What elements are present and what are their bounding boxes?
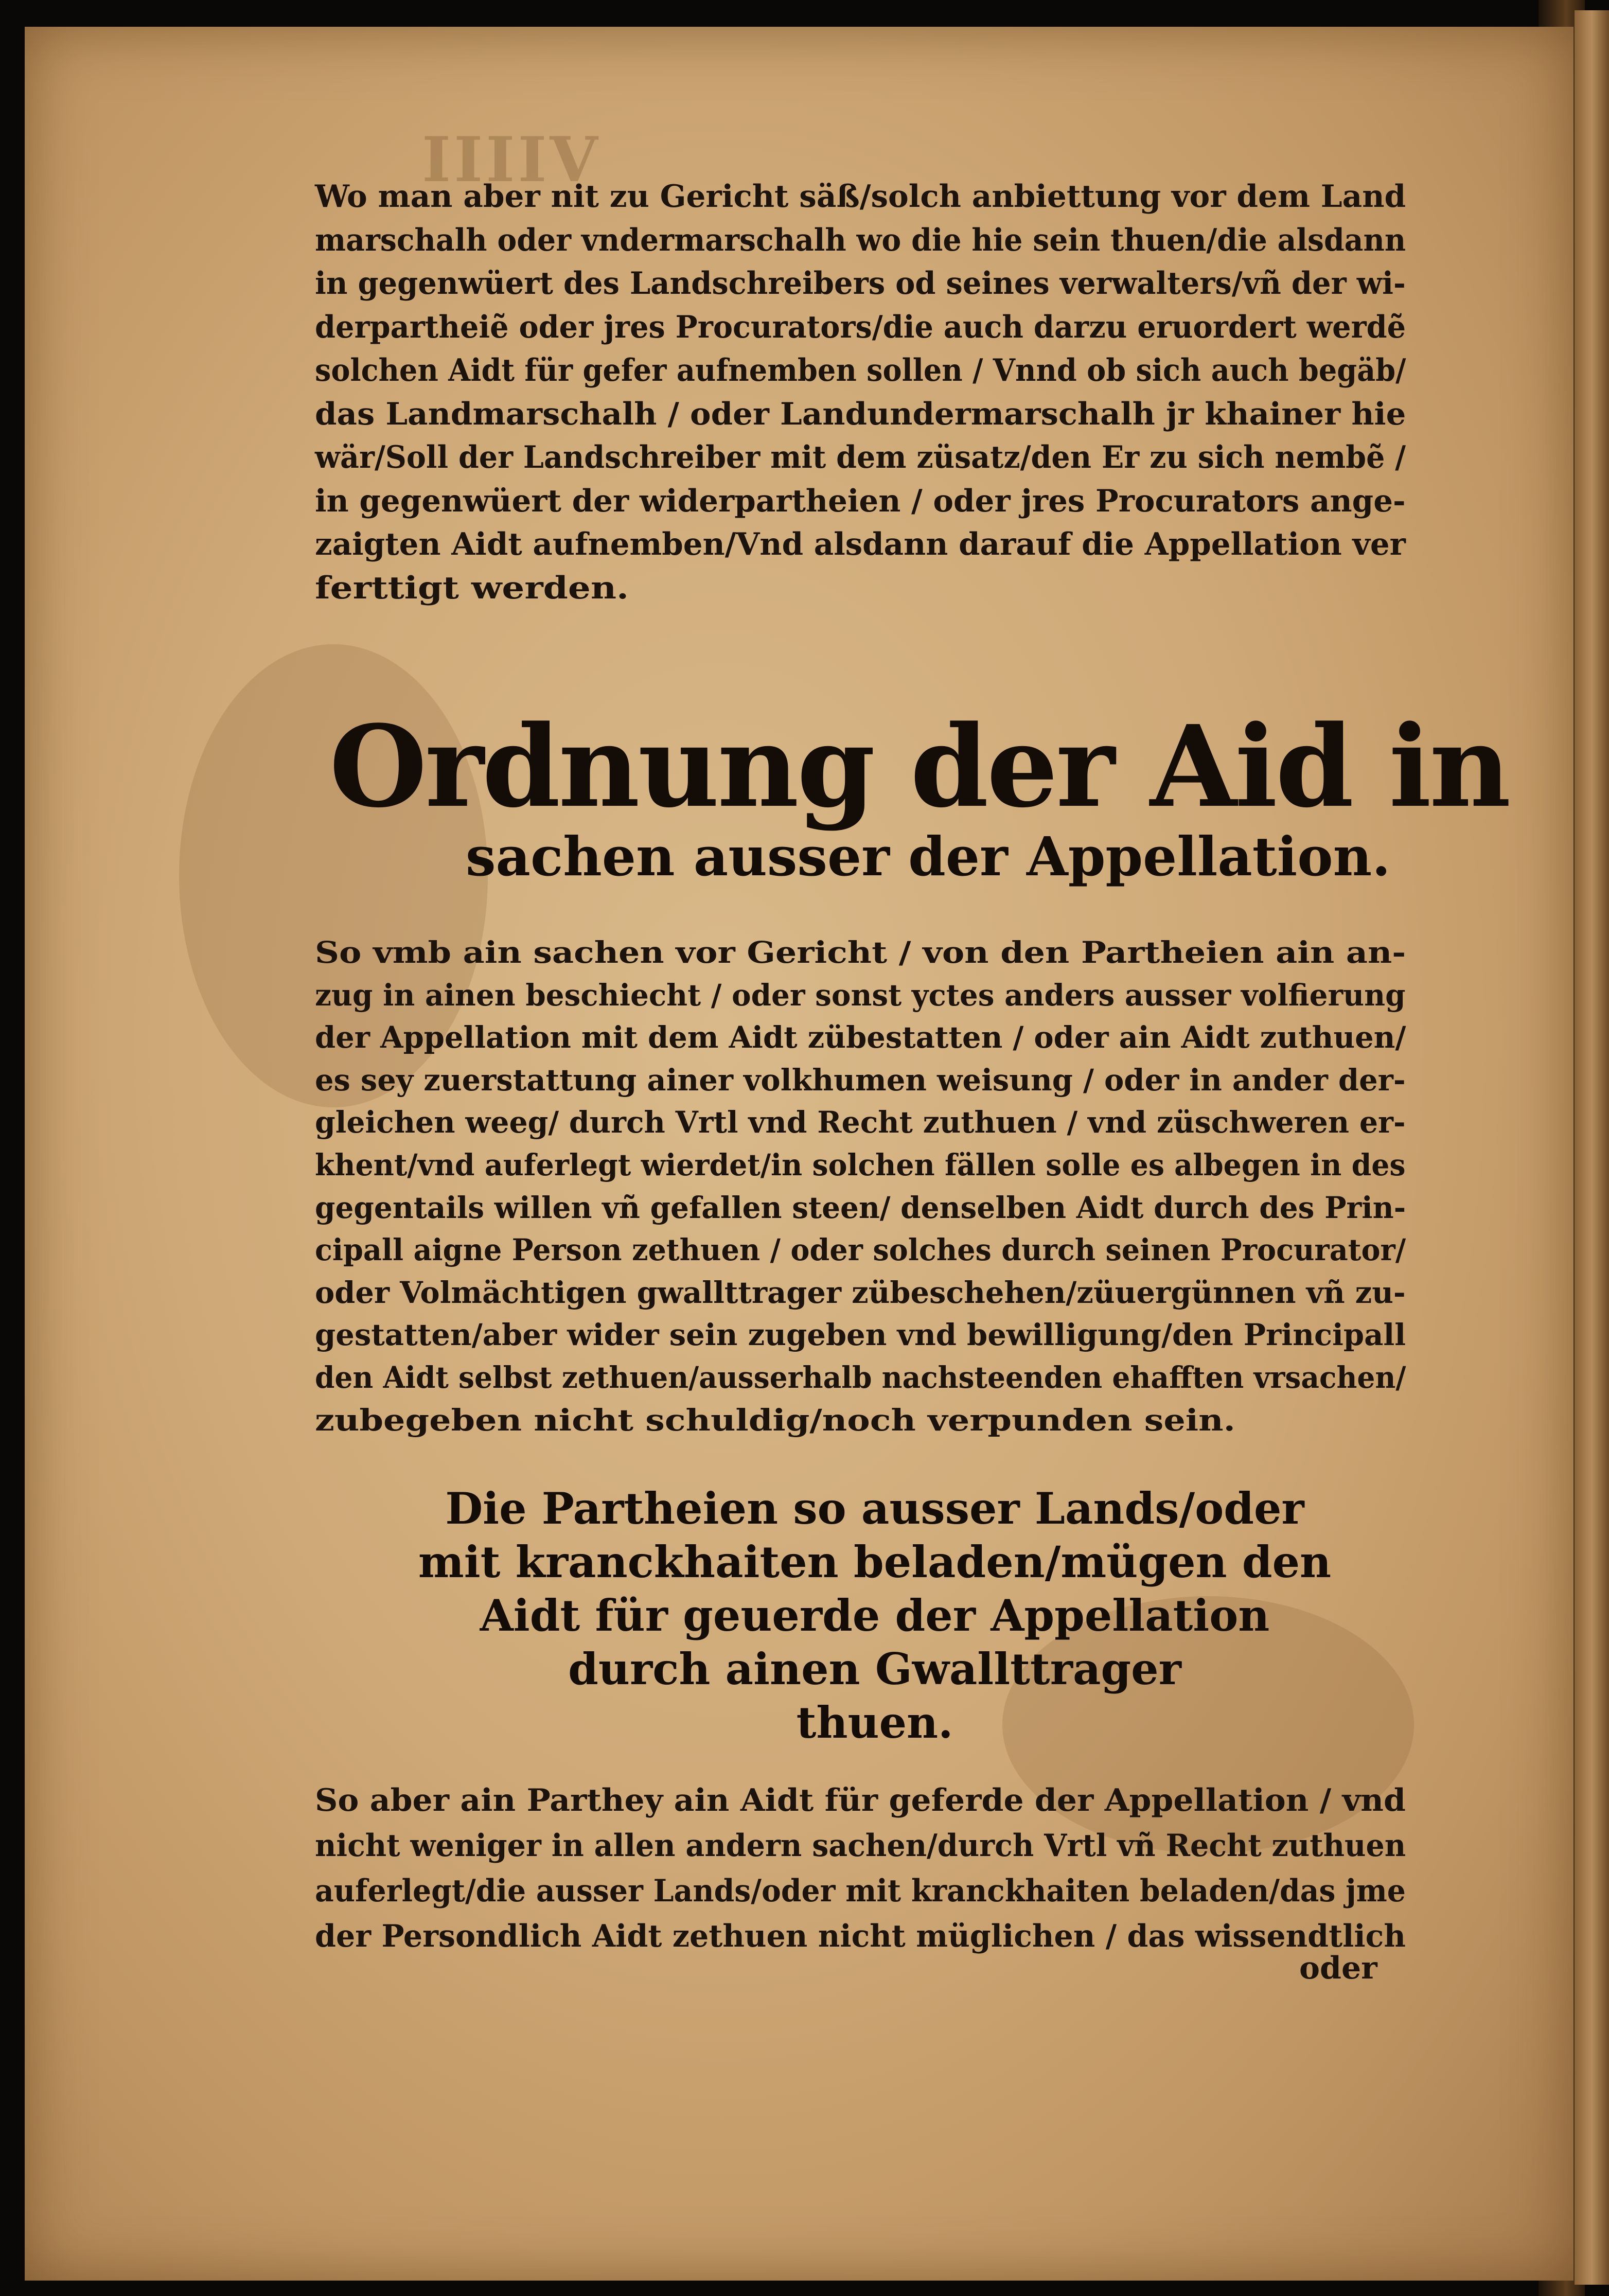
paragraph-3 bbox=[315, 1778, 1406, 1959]
text-line: den Aidt selbst zethuen/ausserhalb nachsteenden ehafften vrsachen/ bbox=[315, 1359, 1406, 1395]
text-line: das Landmarschalh / oder Landundermarschalh jr khainer hie bbox=[315, 396, 1406, 432]
text-line: gleichen weeg/ durch Vrtl vnd Recht zuthuen / vnd züschweren er- bbox=[315, 1105, 1406, 1140]
text-line: marschalh oder vndermarschalh wo die hie sein thuen/die alsdann bbox=[315, 222, 1406, 258]
text-line: zaigten Aidt aufnemben/Vnd alsdann darauf die Appellation ver bbox=[315, 526, 1406, 562]
text-line: wär/Soll der Landschreiber mit dem züsatz/den Er zu sich nembẽ / bbox=[315, 439, 1406, 475]
rubric-heading bbox=[391, 1482, 1358, 1750]
text-line: So vmb ain sachen vor Gericht / von den Partheien ain an- bbox=[315, 935, 1406, 970]
text-line: solchen Aidt für gefer aufnemben sollen / Vnnd ob sich auch begäb/ bbox=[315, 352, 1406, 388]
text-line: zug in ainen beschiecht / oder sonst yctes anders ausser volfierung bbox=[315, 977, 1406, 1013]
section-subheading: sachen ausser der Appellation. bbox=[466, 825, 1391, 888]
text-line: Wo man aber nit zu Gericht säß/solch anbiettung vor dem Land bbox=[315, 179, 1406, 215]
text-line: oder Volmächtigen gwallttrager zübeschehen/züuergünnen vñ zu- bbox=[315, 1275, 1406, 1310]
paragraph-1 bbox=[315, 175, 1406, 610]
text-line: So aber ain Parthey ain Aidt für geferde der Appellation / vnd bbox=[315, 1782, 1406, 1818]
text-line: der Appellation mit dem Aidt zübestatten / oder ain Aidt zuthuen/ bbox=[315, 1020, 1406, 1055]
catchword: oder bbox=[1299, 1950, 1377, 1986]
text-line: zubegeben nicht schuldig/noch verpunden sein. bbox=[315, 1402, 1235, 1438]
heading-line: thuen. bbox=[796, 1697, 953, 1748]
paragraph-2 bbox=[315, 931, 1406, 1441]
text-line: cipall aigne Person zethuen / oder solches durch seinen Procurator/ bbox=[315, 1232, 1406, 1268]
section-heading: Ordnung der Aid in bbox=[329, 701, 1509, 833]
text-line: nicht weniger in allen andern sachen/durch Vrtl vñ Recht zuthuen bbox=[315, 1828, 1406, 1864]
text-line: in gegenwüert der widerpartheien / oder jres Procurators ange- bbox=[315, 483, 1406, 519]
text-line: der Persondlich Aidt zethuen nicht müglichen / das wissendtlich bbox=[315, 1918, 1406, 1954]
heading-line: durch ainen Gwallttrager bbox=[568, 1644, 1181, 1694]
text-line: ferttigt werden. bbox=[315, 570, 629, 606]
folio-number-showthrough: IIIIV bbox=[422, 123, 601, 196]
text-line: derpartheiẽ oder jres Procurators/die auch darzu eruordert werdẽ bbox=[315, 309, 1406, 345]
text-line: gegentails willen vñ gefallen steen/ denselben Aidt durch des Prin- bbox=[315, 1190, 1406, 1225]
heading-line: Aidt für geuerde der Appellation bbox=[480, 1590, 1270, 1641]
text-line: gestatten/aber wider sein zugeben vnd bewilligung/den Principall bbox=[315, 1317, 1406, 1353]
heading-line: Die Partheien so ausser Lands/oder bbox=[445, 1483, 1304, 1534]
text-line: es sey zuerstattung ainer volkhumen weisung / oder in ander der- bbox=[315, 1062, 1406, 1098]
heading-line: mit kranckhaiten beladen/mügen den bbox=[418, 1536, 1332, 1587]
facing-page-edge bbox=[1575, 10, 1609, 2285]
text-line: auferlegt/die ausser Lands/oder mit kranckhaiten beladen/das jme bbox=[315, 1873, 1406, 1909]
text-line: khent/vnd auferlegt wierdet/in solchen fällen solle es albegen in des bbox=[315, 1147, 1406, 1182]
text-line: in gegenwüert des Landschreibers od seines verwalters/vñ der wi- bbox=[315, 266, 1406, 302]
